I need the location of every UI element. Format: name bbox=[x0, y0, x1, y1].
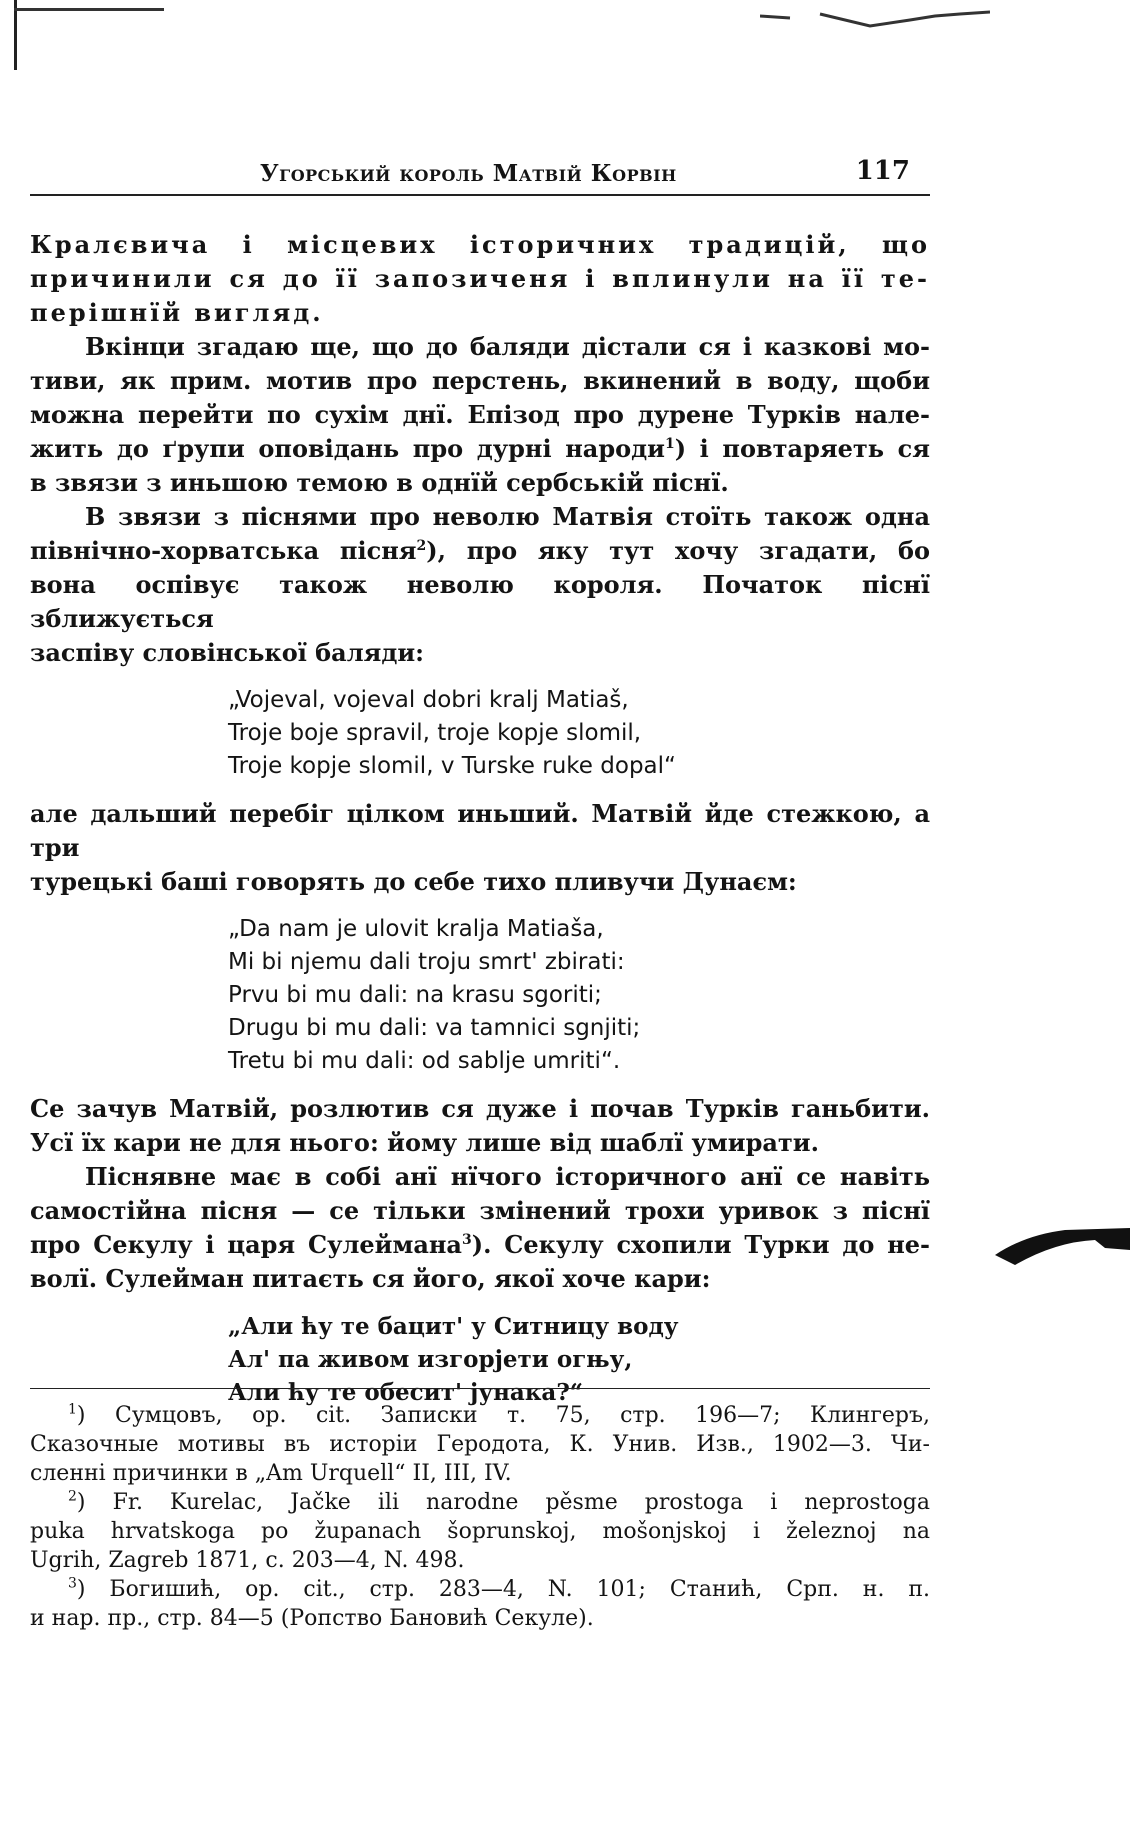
scan-border-top bbox=[14, 8, 164, 11]
paragraph-3 bbox=[30, 500, 930, 670]
text-line bbox=[30, 534, 930, 568]
footnotes bbox=[30, 1388, 930, 1633]
text-segment: ) Сумцовъ, op. cit. Записки т. 75, стр. 196—7; Клингеръ, bbox=[76, 1403, 930, 1428]
text-line: Кралєвича і місцевих історичних традицій, що bbox=[30, 230, 930, 259]
text-line: Вкінци згадаю ще, що до баляди дістали ся і казкові мо- bbox=[85, 332, 930, 361]
text-line bbox=[30, 1228, 930, 1262]
running-title: Угорський король Матвій Корвін bbox=[260, 160, 677, 187]
footnote-line: и нар. пр., стр. 84—5 (Ропство Бановић Секуле). bbox=[30, 1606, 594, 1631]
footnote-ref: 3 bbox=[461, 1232, 472, 1248]
main-text bbox=[30, 228, 930, 1423]
text-segment: ) Fr. Kurelac, Jačke ili narodne pěsme prostoga i neprostoga bbox=[76, 1490, 930, 1515]
page-number: 117 bbox=[855, 156, 910, 186]
text-line: самостійна пісня — се тільки змінений трохи уривок з піснї bbox=[30, 1196, 930, 1225]
verse-line: Troje kopje slomil, v Turske ruke dopal“ bbox=[228, 753, 676, 779]
text-segment: про Секулу і царя Сулеймана bbox=[30, 1230, 462, 1259]
text-line: але дальший перебіг цілком иньший. Матвій йде стежкою, а три bbox=[30, 799, 930, 862]
footnote-line: Ugrih, Zagreb 1871, c. 203—4, N. 498. bbox=[30, 1548, 465, 1573]
footnote-line bbox=[30, 1488, 930, 1517]
text-line: Усї їх кари не для нього: йому лише від шаблї умирати. bbox=[30, 1128, 819, 1157]
verse-quote-1 bbox=[228, 684, 930, 783]
text-line: волї. Сулейман питаєть ся його, якої хоче кари: bbox=[30, 1264, 711, 1293]
footnote-3 bbox=[30, 1575, 930, 1633]
scan-smudge-top-right bbox=[760, 6, 990, 36]
footnote-1 bbox=[30, 1401, 930, 1488]
text-line: перішнїй вигляд. bbox=[30, 298, 324, 327]
paragraph-1 bbox=[30, 228, 930, 330]
text-line bbox=[30, 432, 930, 466]
text-segment: ) і повтаряеть ся bbox=[674, 434, 931, 463]
verse-line: „Али ћу те бацит' у Ситницу воду bbox=[228, 1313, 679, 1340]
verse-line: „Da nam je ulovit kralja Matiaša, bbox=[228, 916, 604, 942]
text-segment: ) Богишић, op. cit., стр. 283—4, N. 101; Станић, Срп. н. п. bbox=[76, 1577, 930, 1602]
text-segment: жить до ґрупи оповідань про дурні народи bbox=[30, 434, 665, 463]
footnote-line: сленні причинки в „Am Urquell“ II, III, IV. bbox=[30, 1461, 512, 1486]
footnote-marker: 1 bbox=[68, 1401, 77, 1418]
scan-smudge-right bbox=[995, 1210, 1130, 1270]
verse-line: Али ћу те обесит' јунака?“ bbox=[228, 1379, 584, 1406]
text-line: заспіву словінської баляди: bbox=[30, 638, 425, 667]
text-segment: північно-хорватська пісня bbox=[30, 536, 417, 565]
text-line: причинили ся до її запозиченя і вплинули на її те- bbox=[30, 264, 930, 293]
text-line: Се зачув Матвій, розлютив ся дуже і почав Турків ганьбити. bbox=[30, 1094, 930, 1123]
text-segment: ). Секулу схопили Турки до не- bbox=[471, 1230, 930, 1259]
paragraph-6 bbox=[30, 1160, 930, 1296]
text-line: тиви, як прим. мотив про перстень, вкинений в воду, щоби bbox=[30, 366, 930, 395]
verse-line: Ал' па живом изгорјети огњу, bbox=[228, 1346, 633, 1373]
footnote-marker: 2 bbox=[68, 1488, 77, 1505]
footnote-line bbox=[30, 1575, 930, 1604]
paragraph-5 bbox=[30, 1092, 930, 1160]
footnote-ref: 2 bbox=[416, 538, 427, 554]
text-line: в звязи з иньшою темою в однїй сербській піснї. bbox=[30, 468, 729, 497]
verse-line: Mi bi njemu dali troju smrt' zbirati: bbox=[228, 949, 625, 975]
footnote-2 bbox=[30, 1488, 930, 1575]
footnote-line bbox=[30, 1401, 930, 1430]
footnote-ref: 1 bbox=[664, 436, 675, 452]
verse-quote-2 bbox=[228, 913, 930, 1078]
text-segment: ), про яку тут хочу згадати, бо bbox=[426, 536, 931, 565]
text-line: турецькі баші говорять до себе тихо пливучи Дунаєм: bbox=[30, 867, 797, 896]
verse-line: Tretu bi mu dali: od sablje umriti“. bbox=[228, 1048, 621, 1074]
footnote-line: Сказочные мотивы въ исторіи Геродота, К. Унив. Изв., 1902—3. Чи- bbox=[30, 1432, 930, 1457]
verse-line: Troje boje spravil, troje kopje slomil, bbox=[228, 720, 642, 746]
footnote-line: puka hrvatskoga po županach šoprunskoj, mošonjskoj i železnoj na bbox=[30, 1519, 930, 1544]
footnote-marker: 3 bbox=[68, 1575, 77, 1592]
text-line: В звязи з піснями про неволю Матвія стоїть також одна bbox=[85, 502, 930, 531]
verse-line: „Vojeval, vojeval dobri kralj Matiaš, bbox=[228, 687, 629, 713]
text-line: Піснявне має в собі анї нїчого історичного анї се навіть bbox=[85, 1162, 930, 1191]
paragraph-4 bbox=[30, 797, 930, 899]
paragraph-2 bbox=[30, 330, 930, 500]
text-line: вона оспівує також неволю короля. Початок піснї зближується bbox=[30, 570, 930, 633]
text-line: можна перейти по сухім днї. Епізод про дурене Турків нале- bbox=[30, 400, 930, 429]
verse-line: Prvu bi mu dali: na krasu sgoriti; bbox=[228, 982, 602, 1008]
running-header bbox=[30, 156, 930, 196]
verse-line: Drugu bi mu dali: va tamnici sgnjiti; bbox=[228, 1015, 641, 1041]
